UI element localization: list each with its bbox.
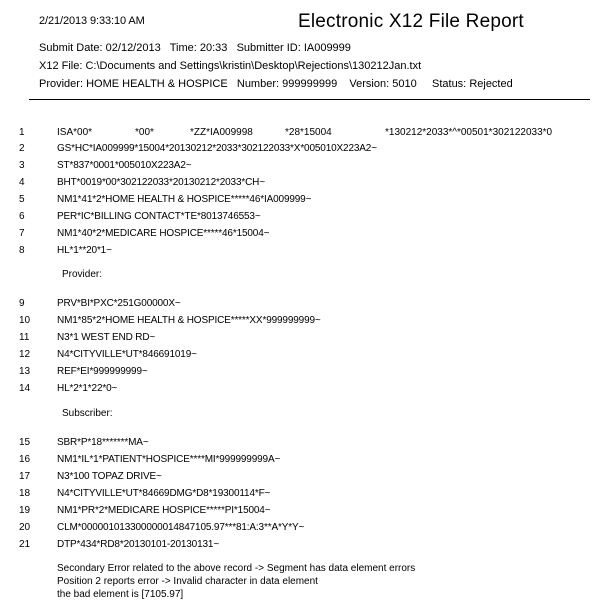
segment-row xyxy=(0,522,605,538)
segment-row xyxy=(0,160,605,176)
isa-part: *00* xyxy=(135,127,154,138)
segment-row xyxy=(0,245,605,261)
segment-code: NM1*40*2*MEDICARE HOSPICE*****46*15004~ xyxy=(57,228,270,239)
segment-row xyxy=(0,177,605,193)
segment-row xyxy=(0,471,605,487)
segment-code: N3*100 TOPAZ DRIVE~ xyxy=(57,471,162,482)
segment-number: 14 xyxy=(19,383,31,394)
segment-number: 1 xyxy=(19,127,25,138)
segment-code: NM1*IL*1*PATIENT*HOSPICE****MI*999999999A~ xyxy=(57,454,281,465)
segment-number: 8 xyxy=(19,245,25,256)
isa-part: *28*15004 xyxy=(285,127,332,138)
segment-code: NM1*PR*2*MEDICARE HOSPICE*****PI*15004~ xyxy=(57,505,271,516)
version-label: Version: xyxy=(349,78,390,90)
isa-part: *130212*2033*^*00501*302122033*0 xyxy=(385,127,553,138)
segment-code: HL*2*1*22*0~ xyxy=(57,383,118,394)
segment-code: N4*CITYVILLE*UT*846691019~ xyxy=(57,349,197,360)
printed-timestamp: 2/21/2013 9:33:10 AM xyxy=(39,15,145,27)
segment-number: 21 xyxy=(19,539,31,550)
segment-number: 18 xyxy=(19,488,31,499)
time-label: Time: xyxy=(169,42,197,54)
header-divider xyxy=(29,99,590,100)
segment-row xyxy=(0,315,605,331)
segment-row xyxy=(0,298,605,314)
submitter-id: IA009999 xyxy=(303,42,351,54)
segment-number: 6 xyxy=(19,211,25,222)
status-label: Status: xyxy=(432,78,467,90)
segment-code: CLM*000001013300000014847105.97***81:A:3**A*Y*Y~ xyxy=(57,522,305,533)
file-label: X12 File: xyxy=(39,60,83,72)
segment-number: 2 xyxy=(19,143,25,154)
segment-code: GS*HC*IA009999*15004*20130212*2033*302122033*X*005010X223A2~ xyxy=(57,143,377,154)
segment-row xyxy=(0,349,605,365)
segment-number: 15 xyxy=(19,437,31,448)
submit-date-value: 02/12/2013 xyxy=(105,42,161,54)
time-value: 20:33 xyxy=(199,42,228,54)
submit-info-line xyxy=(39,42,351,54)
segment-code: NM1*41*2*HOME HEALTH & HOSPICE*****46*IA009999~ xyxy=(57,194,312,205)
segment-number: 9 xyxy=(19,298,25,309)
isa-part: ISA*00* xyxy=(57,127,93,138)
provider-info-line xyxy=(39,78,513,90)
provider-section-label: Provider: xyxy=(62,269,103,280)
number-value: 999999999 xyxy=(282,78,338,90)
segment-number: 5 xyxy=(19,194,25,205)
segment-number: 3 xyxy=(19,160,25,171)
provider-name: HOME HEALTH & HOSPICE xyxy=(86,78,228,90)
status-value: Rejected xyxy=(469,78,513,90)
segment-number: 12 xyxy=(19,349,31,360)
segment-code: ST*837*0001*005010X223A2~ xyxy=(57,160,192,171)
segment-code: PER*IC*BILLING CONTACT*TE*8013746553~ xyxy=(57,211,261,222)
segment-code: REF*EI*999999999~ xyxy=(57,366,148,377)
segment-row-isa xyxy=(0,127,605,143)
segment-code: PRV*BI*PXC*251G00000X~ xyxy=(57,298,181,309)
segment-row xyxy=(0,143,605,159)
segment-code: DTP*434*RD8*20130101-20130131~ xyxy=(57,539,220,550)
segment-code: BHT*0019*00*302122033*20130212*2033*CH~ xyxy=(57,177,265,188)
submitter-label: Submitter ID: xyxy=(236,42,301,54)
segment-number: 13 xyxy=(19,366,31,377)
segment-code: SBR*P*18*******MA~ xyxy=(57,437,149,448)
segment-row xyxy=(0,383,605,399)
error-line: Position 2 reports error -> Invalid character in data element xyxy=(57,576,318,587)
segment-row xyxy=(0,539,605,555)
segment-row xyxy=(0,454,605,470)
submit-date-label: Submit Date: xyxy=(39,42,103,54)
segment-row xyxy=(0,366,605,382)
segment-code: HL*1**20*1~ xyxy=(57,245,112,256)
segment-number: 17 xyxy=(19,471,31,482)
error-line: the bad element is [7105.97] xyxy=(57,589,184,600)
segment-code: NM1*85*2*HOME HEALTH & HOSPICE*****XX*999999999~ xyxy=(57,315,321,326)
number-label: Number: xyxy=(236,78,280,90)
segment-number: 4 xyxy=(19,177,25,188)
segment-number: 7 xyxy=(19,228,25,239)
subscriber-section-label: Subscriber: xyxy=(62,408,113,419)
file-info-line xyxy=(39,60,421,72)
version-value: 5010 xyxy=(392,78,417,90)
error-line: Secondary Error related to the above record -> Segment has data element errors xyxy=(57,563,416,574)
provider-label: Provider: xyxy=(39,78,84,90)
segment-row xyxy=(0,228,605,244)
segment-row xyxy=(0,194,605,210)
segment-code: N4*CITYVILLE*UT*84669DMG*D8*19300114*F~ xyxy=(57,488,271,499)
segment-row xyxy=(0,211,605,227)
segment-number: 10 xyxy=(19,315,31,326)
segment-code: N3*1 WEST END RD~ xyxy=(57,332,156,343)
file-path: C:\Documents and Settings\kristin\Desktop\Rejections\130212Jan.txt xyxy=(85,60,422,72)
segment-number: 19 xyxy=(19,505,31,516)
isa-part: *ZZ*IA009998 xyxy=(190,127,253,138)
segment-row xyxy=(0,505,605,521)
segment-row xyxy=(0,437,605,453)
segment-number: 11 xyxy=(19,332,30,343)
segment-number: 20 xyxy=(19,522,31,533)
segment-row xyxy=(0,332,605,348)
segment-row xyxy=(0,488,605,504)
segment-number: 16 xyxy=(19,454,31,465)
report-title: Electronic X12 File Report xyxy=(298,11,524,32)
